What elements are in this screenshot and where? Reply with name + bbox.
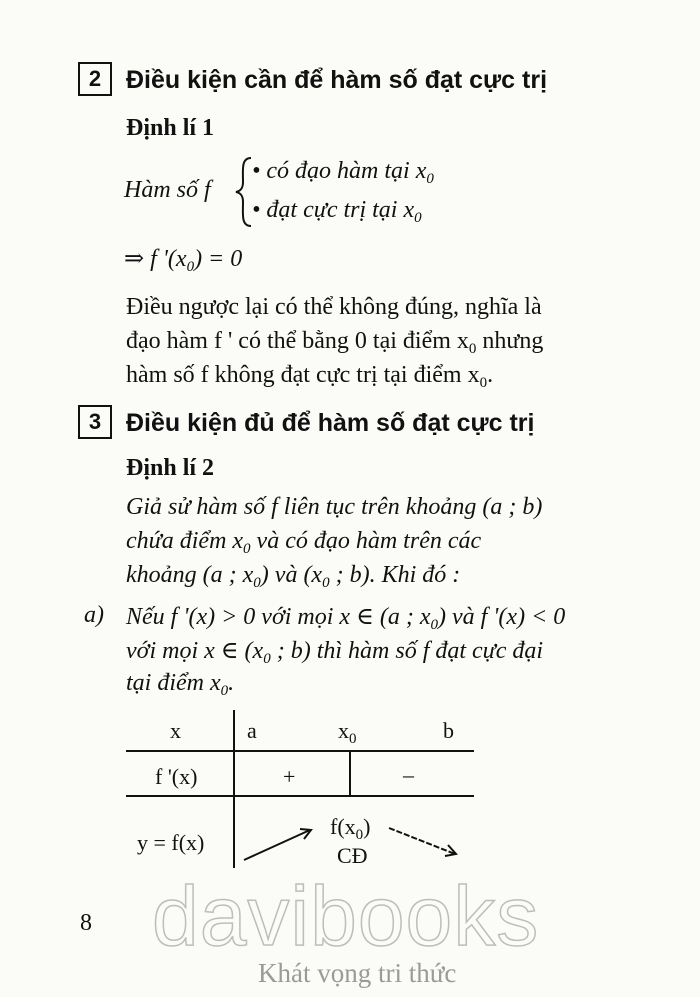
section-2-title: Điều kiện cần để hàm số đạt cực trị <box>126 66 548 94</box>
table-a: a <box>247 718 257 743</box>
table-vertical-divider <box>233 710 235 868</box>
table-minus-sign: – <box>403 762 414 787</box>
decreasing-arrow-icon <box>385 822 465 862</box>
table-plus-sign: + <box>283 764 296 789</box>
paragraph-line-1: Điều ngược lại có thể không đúng, nghĩa là <box>126 294 542 320</box>
increasing-arrow-icon <box>240 820 320 865</box>
table-row-line-1 <box>126 750 474 752</box>
theorem-2-line-2: chứa điểm $x_0$ và có đạo hàm trên các <box>126 528 482 557</box>
item-a-line-1: Nếu f '(x) > 0 với mọi x ∈ (a ; $x_0$) và f '(x) < 0 <box>126 604 566 633</box>
theorem-1-label: Định lí 1 <box>126 115 215 141</box>
table-fprime-label: f '(x) <box>155 764 198 789</box>
theorem-2-line-1: Giả sử hàm số f liên tục trên khoảng (a ; b) <box>126 494 543 520</box>
paragraph-line-2: đạo hàm f ' có thể bằng 0 tại điểm $x_0$ nhưng <box>126 328 544 357</box>
condition-extremum: • đạt cực trị tại $x_0$ <box>252 197 422 226</box>
item-a-line-2: với mọi x ∈ ($x_0$ ; b) thì hàm số f đạt cực đại <box>126 638 544 667</box>
table-b: b <box>443 718 454 743</box>
table-row-line-2 <box>126 795 474 797</box>
section-number-3: 3 <box>78 405 112 439</box>
table-x0: $x_0$ <box>338 718 357 747</box>
watermark-slogan: Khát vọng tri thức <box>258 958 457 988</box>
table-y-label: y = f(x) <box>137 830 205 855</box>
theorem-2-line-3: khoảng (a ; $x_0$) và ($x_0$ ; b). Khi đó : <box>126 562 461 591</box>
item-a-label: a) <box>84 602 104 628</box>
table-sign-divider <box>349 751 351 796</box>
section-number-2: 2 <box>78 62 112 96</box>
table-fx0: $f(x_0)$ <box>330 814 371 843</box>
condition-derivative: • có đạo hàm tại $x_0$ <box>252 158 434 187</box>
curly-brace <box>233 156 253 228</box>
item-a-line-3: tại điểm $x_0$. <box>126 670 235 699</box>
section-3-title: Điều kiện đủ để hàm số đạt cực trị <box>126 409 535 437</box>
table-x-label: x <box>170 718 181 743</box>
table-cd-label: CĐ <box>337 843 368 868</box>
paragraph-line-3: hàm số f không đạt cực trị tại điểm $x_0$. <box>126 362 494 391</box>
page-number: 8 <box>80 910 92 936</box>
watermark-logo: davibooks <box>152 869 540 963</box>
ham-so-label: Hàm số f <box>124 177 211 203</box>
implication: ⇒ f '$(x_0) = 0$ <box>124 246 243 275</box>
theorem-2-label: Định lí 2 <box>126 455 215 481</box>
